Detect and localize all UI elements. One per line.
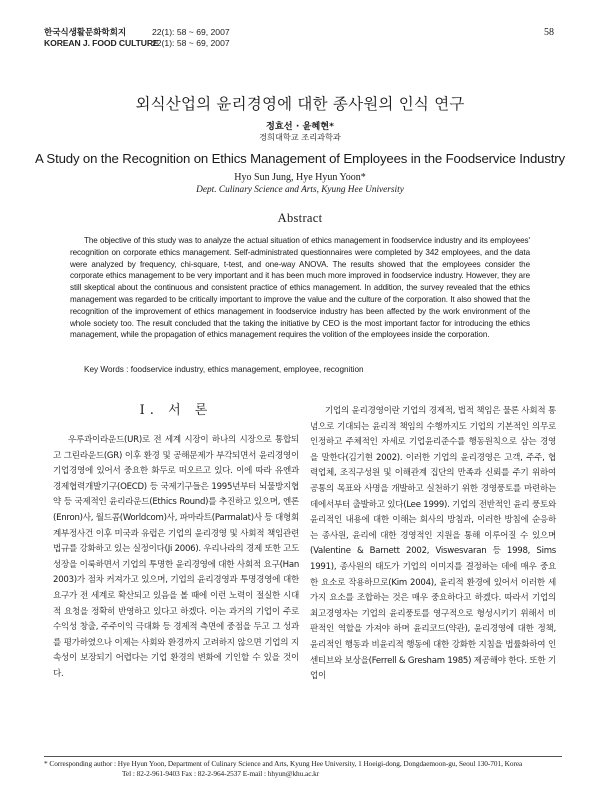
journal-name-kr: 한국식생활문화학회지 [44, 27, 127, 37]
footnote [44, 759, 562, 778]
keywords: Key Words : foodservice industry, ethics management, employee, recognition [84, 365, 364, 374]
section-heading-introduction: Ⅰ. 서 론 [139, 403, 213, 418]
page-number: 58 [544, 27, 554, 38]
journal-name-en: KOREAN J. FOOD CULTURE [44, 38, 159, 48]
footnote-divider [44, 756, 562, 757]
authors-english: Hyo Sun Jung, Hye Hyun Yoon* [234, 172, 366, 183]
affiliation-korean: 경희대학교 조리과학과 [259, 132, 341, 142]
journal-header-kr [44, 27, 230, 38]
intro-paragraph-1: 우루과이라운드(UR)로 전 세계 시장이 하나의 시장으로 통합되고 그린라운드(GR) 이후 환경 및 공해문제가 부각되면서 윤리경영이 기업경영에 있어서 중요한 화두로 떠오르고 있다. 이에 따라 유엔과 경제협력개발기구(OECD) 등 국제기구들은 1995년부터 뇌물방지협약 등 국제적인 윤리라운드(Ethics Round)를 추진하고 있으며, 엔론(Enron)사, 월드콤(Worldcom)사, 파마라트(Parmalat)사 등 대형회계부정사건 이후 미국과 유럽은 기업의 윤리경영 및 사회적 책임관련 법규를 강화하고 있는 실정이다(Ji 2006). 우리나라의 경제 또한 고도성장을 이룩하면서 기업의 투명한 윤리경영에 대한 사회적 요구(Han 2003)가 점차 커져가고 있으며, 기업의 윤리경영과 투명경영에 대한 요구가 전 세계로 확산되고 있음을 볼 때에 이런 노력이 절실한 시대적 요청을 정확히 반영하고 있다고 하겠다. 이는 과거의 기업이 주로 수익성 창출, 주주이익 극대화 등 경제적 측면에 중점을 두고 그 성과를 평가하였으나 이제는 사회와 환경까지 고려하지 않으면 기업의 지속성이 보장되기 어렵다는 기업 환경의 변화에 기인할 수 있을 것이다. [53, 435, 299, 679]
footnote-author: * Corresponding author : Hye Hyun Yoon, Department of Culinary Science and Arts, Kyung Hee University, 1 Hoeigi-dong, Dongdaemoon-gu, Seoul 130-701, Korea [44, 759, 523, 768]
journal-header-en [44, 38, 230, 49]
affiliation-english: Dept. Culinary Science and Arts, Kyung Hee University [196, 185, 404, 195]
intro-paragraph-2: 기업의 윤리경영이란 기업의 경제적, 법적 책임은 물론 사회적 통념으로 기대되는 윤리적 책임의 수행까지도 기업의 기본적인 의무로 인정하고 주체적인 자세로 기업윤리준수를 행동원칙으로 삼는 경영을 말한다(김기현 2002). 이러한 기업의 윤리경영은 고객, 주주, 협력업체, 조직구성원 및 이해관계 집단의 만족과 신뢰를 주기 위하여 공통의 목표와 사명을 개발하고 실천하기 위한 경영풍토를 마련하는 데에서부터 출발하고 있다(Lee 1999). 기업의 전반적인 윤리 풍토와 윤리적인 내용에 대한 이해는 회사의 방침과, 이러한 방침에 순응하는 종사원, 윤리에 대한 경영적인 지원을 통해 이루어질 수 있으며(Valentine & Barnett 2002, Viswesvaran 등 1998, Sims 1991), 종사원의 태도가 기업의 이미지를 결정하는 데에 매우 중요한 요소로 작용하므로(Kim 2004), 윤리적 환경에 있어서 이러한 세 가지 요소를 조합하는 것은 매우 중요하다고 하겠다. 따라서 기업의 최고경영자는 기업의 윤리풍토를 영구적으로 형성시키기 위해서 비판적인 역할을 가져야 하며 윤리코드(약관), 윤리경영에 대한 정책, 윤리적인 행동과 비윤리적 행동에 대한 강화한 지침을 법률화하여 인센티브와 보상을(Ferrell & Gresham 1985) 제공해야 한다. 또한 기업이 [310, 406, 556, 682]
abstract-body: The objective of this study was to analyze the actual situation of ethics management in foodservice industry and its employees' recognition on corporate ethics management. Self-administrated questionnaires were completed by 342 employees, and the data were analyzed by frequency, chi-square, t-test, and one-way ANOVA. The results showed that the employees consider the corporate ethics management to be very important and it has been much more improved in foodservice industry. However, they are still skeptical about the continuous and consistent practice of ethics management. In addition, the survey revealed that the ethics management was regarded to be critically important to improve the value and the culture of the corporation. It also showed that the recognition of the improvement of ethics management in foodservice industry has been affected by the work environment of the whole society too. The result concluded that the taking the initiative by CEO is the most important factor for introducing the ethics management, while the propagation of ethics management requires the volition of the employees inside the corporation. [70, 236, 530, 340]
title-english: A Study on the Recognition on Ethics Management of Employees in the Foodservice Industry [35, 151, 565, 166]
footnote-contact: Tel : 82-2-961-9403 Fax : 82-2-964-2537 E-mail : hhyun@khu.ac.kr [122, 768, 320, 778]
abstract-heading: Abstract [277, 211, 323, 225]
left-column [53, 403, 299, 683]
journal-header [44, 27, 230, 49]
right-column [310, 404, 556, 685]
journal-citation-en: 22(1): 58 ~ 69, 2007 [152, 38, 230, 48]
journal-citation-kr: 22(1): 58 ~ 69, 2007 [152, 27, 230, 37]
title-korean: 외식산업의 윤리경영에 대한 종사원의 인식 연구 [135, 95, 465, 113]
authors-korean: 정효선 · 윤혜현* [266, 121, 334, 132]
